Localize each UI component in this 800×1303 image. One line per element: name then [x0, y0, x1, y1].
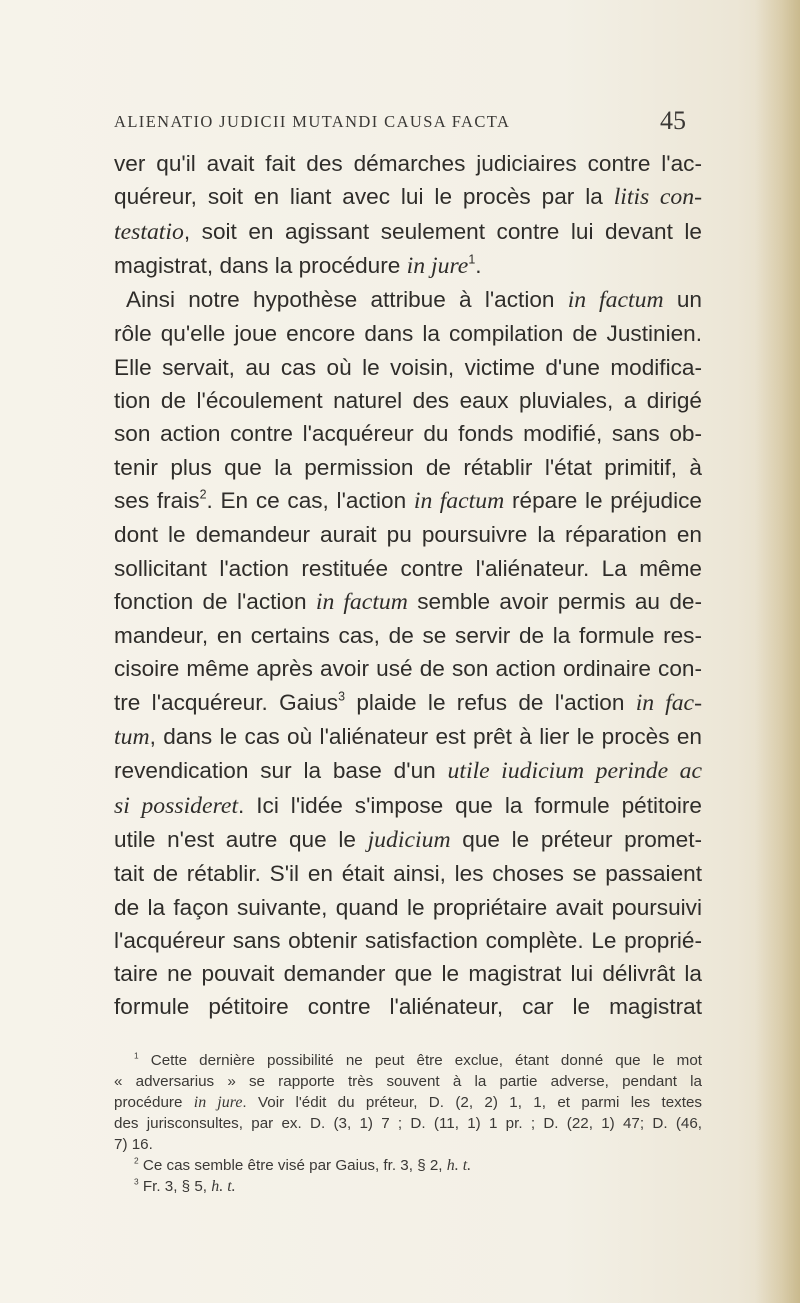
body-line: tum, dans le cas où l'aliénateur est prêt à lier le procès en	[114, 724, 702, 751]
body-line: revendication sur la base d'un utile iudicium perinde ac	[114, 758, 702, 785]
body-line: tre l'acquéreur. Gaius$^3$ plaide le refus de l'action in fac-	[114, 689, 702, 716]
footnote-ref: 2	[199, 487, 207, 502]
footnote-ref: 1	[468, 252, 476, 267]
footnotes	[114, 1050, 702, 1197]
body-line: magistrat, dans la procédure in jure$^1$.	[114, 252, 482, 279]
page-number: 45	[660, 106, 686, 135]
footnote-number: 1	[134, 1050, 139, 1061]
body-line: sollicitant l'action restituée contre l'aliénateur. La même	[114, 555, 702, 581]
footnote-line: 7) 16.	[114, 1136, 153, 1153]
footnote-number: 2	[134, 1155, 139, 1166]
footnote-number: 3	[134, 1176, 139, 1187]
footnote-line: « adversarius » se rapporte très souvent à la partie adverse, pendant la	[114, 1073, 702, 1090]
body-line: rôle qu'elle joue encore dans la compilation de Justinien.	[114, 321, 702, 347]
footnote-line: $^3$ Fr. 3, § 5, h. t.	[134, 1176, 236, 1195]
footnote-line: $^1$ Cette dernière possibilité ne peut être exclue, étant donné que le mot	[134, 1050, 702, 1069]
body-line: quéreur, soit en liant avec lui le procès par la litis con-	[114, 184, 702, 211]
body-line: son action contre l'acquéreur du fonds modifié, sans ob-	[114, 421, 702, 447]
footnote-line: $^2$ Ce cas semble être visé par Gaius, fr. 3, § 2, h. t.	[134, 1155, 472, 1174]
body-line: l'acquéreur sans obtenir satisfaction complète. Le proprié-	[114, 927, 702, 953]
body-line: Ainsi notre hypothèse attribue à l'action in factum un	[126, 287, 702, 314]
body-line: formule pétitoire contre l'aliénateur, car le magistrat	[114, 994, 702, 1020]
body-line: Elle servait, au cas où le voisin, victime d'une modifica-	[114, 354, 702, 380]
page-edge-shadow	[755, 0, 800, 1303]
body-line: taire ne pouvait demander que le magistrat lui délivrât la	[114, 961, 702, 987]
running-head	[114, 108, 700, 138]
body-line: mandeur, en certains cas, de se servir de la formule res-	[114, 623, 702, 649]
footnote-line: des jurisconsultes, par ex. D. (3, 1) 7 ; D. (11, 1) 1 pr. ; D. (22, 1) 47; D. (46,	[114, 1115, 702, 1132]
running-title: ALIENATIO JUDICII MUTANDI CAUSA FACTA	[114, 112, 511, 131]
body-line: fonction de l'action in factum semble avoir permis au de-	[114, 588, 702, 615]
body-line: utile n'est autre que le judicium que le préteur promet-	[114, 826, 702, 853]
footnote-ref: 3	[338, 689, 346, 704]
body-line: tait de rétablir. S'il en était ainsi, les choses se passaient	[114, 861, 702, 887]
body-line: cisoire même après avoir usé de son action ordinaire con-	[114, 656, 702, 682]
body-text	[114, 147, 702, 1024]
body-line: tion de l'écoulement naturel des eaux pluviales, a dirigé	[114, 388, 702, 414]
body-line: si possideret. Ici l'idée s'impose que la formule pétitoire	[114, 792, 703, 819]
body-line: testatio, soit en agissant seulement contre lui devant le	[114, 218, 702, 245]
body-line: de la façon suivante, quand le propriétaire avait poursuivi	[114, 894, 702, 920]
footnote-line: procédure in jure. Voir l'édit du préteur, D. (2, 2) 1, 1, et parmi les textes	[114, 1094, 703, 1111]
body-line: ses frais$^2$. En ce cas, l'action in factum répare le préjudice	[114, 487, 702, 514]
body-line: tenir plus que la permission de rétablir l'état primitif, à	[114, 454, 702, 480]
body-line: dont le demandeur aurait pu poursuivre la réparation en	[114, 522, 702, 548]
body-line: ver qu'il avait fait des démarches judiciaires contre l'ac-	[114, 151, 702, 176]
